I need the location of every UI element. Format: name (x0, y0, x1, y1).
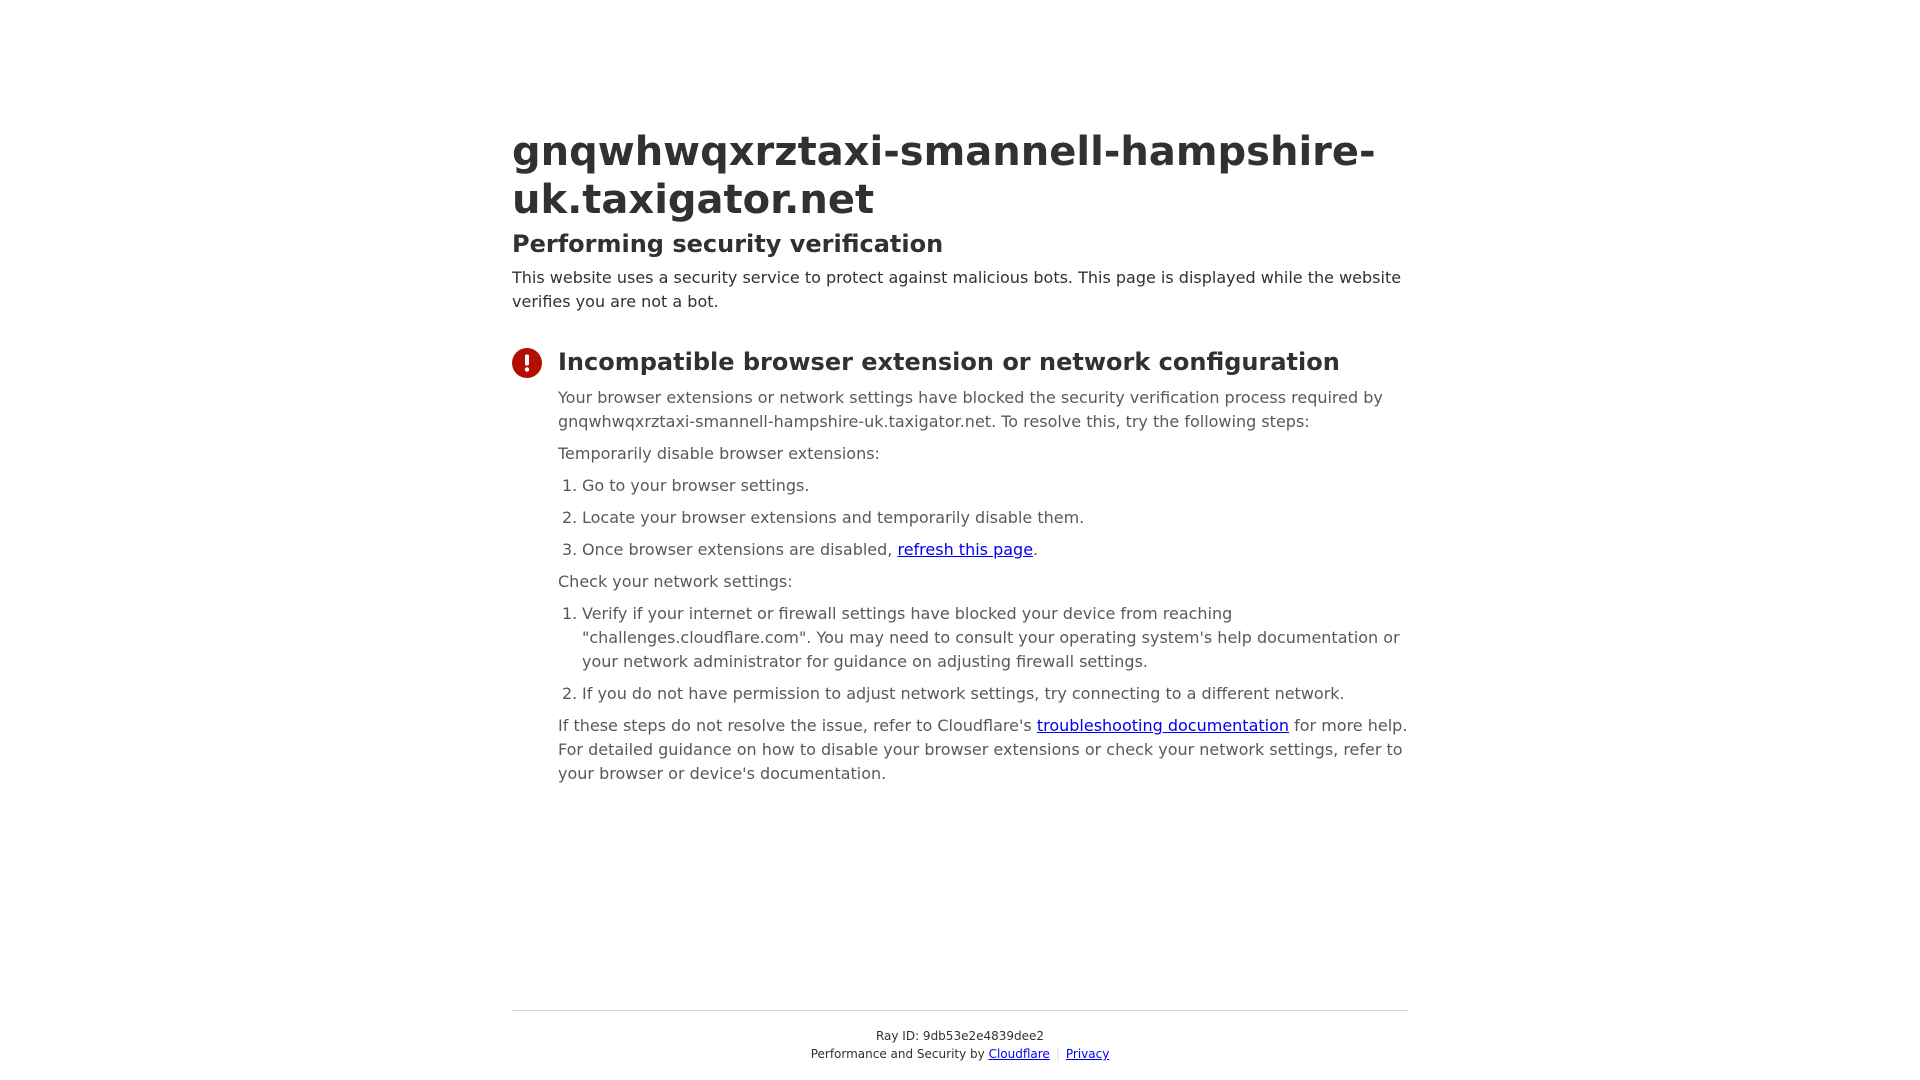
main-content (512, 128, 1408, 786)
extensions-heading: Temporarily disable browser extensions: (558, 444, 880, 463)
error-body (558, 346, 1408, 786)
privacy-link[interactable]: Privacy (1065, 1047, 1110, 1061)
error-section (512, 346, 1408, 786)
error-title: Incompatible browser extension or network configuration (558, 348, 1340, 376)
troubleshooting-documentation-link[interactable]: troubleshooting documentation (1036, 716, 1290, 735)
extensions-steps (558, 474, 1408, 562)
network-heading: Check your network settings: (558, 572, 793, 591)
page-subtitle: Performing security verification (512, 230, 944, 258)
closing-text: If these steps do not resolve the issue, refer to Cloudflare's troubleshooting documentation for more help. For detailed guidance on how to disable your browser extensions or check your network settings, refer to your browser or device's documentation. (558, 716, 1408, 783)
list-item: 3. Once browser extensions are disabled, refresh this page. (562, 540, 1039, 559)
exclamation-circle-icon (512, 348, 542, 378)
footer-separator: | (1055, 1047, 1060, 1061)
network-steps (558, 602, 1408, 706)
footer (512, 1010, 1408, 1063)
list-item: 2. Locate your browser extensions and temporarily disable them. (562, 508, 1085, 527)
intro-text: This website uses a security service to protect against malicious bots. This page is displayed while the website verifies you are not a bot. (512, 268, 1402, 311)
ray-id: Ray ID: 9db53e2e4839dee2 (875, 1029, 1045, 1043)
error-description: Your browser extensions or network settings have blocked the security verification process required by gnqwhwqxrztaxi-smannell-hampshire-uk.taxigator.net. To resolve this, try the following steps: (558, 388, 1383, 431)
list-item: 2. If you do not have permission to adjust network settings, try connecting to a different network. (562, 684, 1345, 703)
list-item: 1. Verify if your internet or firewall settings have blocked your device from reaching "challenges.cloudflare.com". You may need to consult your operating system's help documentation or your network administrator for guidance on adjusting firewall settings. (562, 604, 1400, 671)
list-item: 1. Go to your browser settings. (562, 476, 810, 495)
footer-credits: Performance and Security by Cloudflare | Privacy (810, 1047, 1110, 1061)
refresh-page-link[interactable]: refresh this page (897, 540, 1034, 559)
site-title: gnqwhwqxrztaxi-smannell-hampshire-uk.taxigator.net (512, 129, 1376, 223)
cloudflare-link[interactable]: Cloudflare (988, 1047, 1050, 1061)
